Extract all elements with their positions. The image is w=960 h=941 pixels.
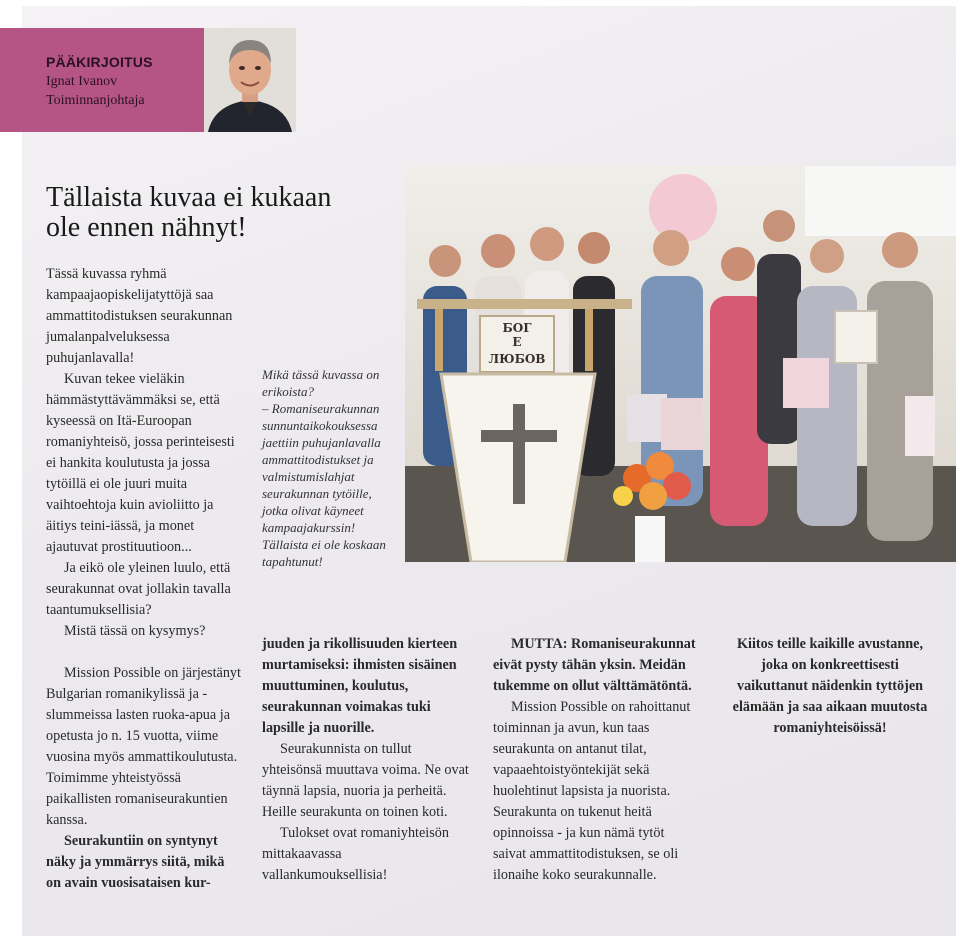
paragraph-subquestion: Mistä tässä on kysymys?: [64, 623, 206, 639]
headline: [46, 183, 376, 243]
paragraph-funding: Mission Possible on rahoittanut toiminnan ja avun, kun taas seurakunta on antanut tilat, vapaaehtoistyöntekijät sekä huolehtinut lapsista ja nuorista. Seurakunta on tukenut heitä opinnoissa - ja kun nämä tytöt saivat ammattitodistuksen, se oli ilonaihe koko seurakunnalle.: [493, 699, 691, 883]
section-label: PÄÄKIRJOITUS: [46, 54, 153, 70]
paragraph-but: MUTTA: Romaniseurakunnat eivät pysty tähän yksin. Meidän tukemme on ollut välttämätöntä.: [493, 636, 696, 694]
author-title: Toiminnanjohtaja: [46, 93, 145, 108]
author-name: Ignat Ivanov: [46, 74, 118, 89]
author-portrait: [204, 28, 296, 132]
paragraph-key-factors: juuden ja rikollisuuden kierteen murtamiseksi: ihmisten sisäinen muuttuminen, koulutus, seurakunnan voimakas tuki lapsille ja nuorille.: [262, 636, 458, 736]
headline-line-2: ole ennen nähnyt!: [46, 211, 247, 243]
paragraph-thanks: Kiitos teille kaikille avustanne, joka on konkreettisesti vaikuttanut näidenkin tyttöjen elämään ja saa aikaan muutosta romaniyhteisöissä!: [732, 636, 928, 736]
paragraph-question: Ja eikö ole yleinen luulo, että seurakunnat ovat jollakin tavalla taantumuksellisia?: [46, 560, 231, 618]
lectern-text-line-1: БОГ: [502, 321, 532, 335]
paragraph-churches: Seurakunnista on tullut yhteisönsä muuttava voima. Ne ovat täynnä lapsia, nuoria ja perheitä. Heille seurakunta on toinen koti.: [262, 741, 469, 820]
graduation-photo: [405, 166, 956, 562]
article-column-3: [493, 634, 701, 886]
graduation-photo-image: [405, 166, 956, 562]
author-portrait-image: [204, 28, 296, 132]
article-column-2: [262, 634, 470, 886]
paragraph-mission: Mission Possible on järjestänyt Bulgarian romanikylissä ja -slummeissa lasten ruoka-apua ja opetusta jo n. 15 vuotta, viime vuosina myös ammattikoulutusta. Toimimme yhteistyössä paikallisten romaniseurakuntien kanssa.: [46, 665, 241, 828]
lectern-text-line-3: ЛЮБОВ: [488, 352, 546, 366]
caption-answer: – Romaniseurakunnan sunnuntaikokouksessa jaettiin puhujanlavalla ammattitodistukset ja valmistumislahjat seurakunnan tytöille, jotka olivat käyneet kampaajakurssin! Tällaista ei ole koskaan tapahtunut!: [262, 401, 386, 569]
paragraph-vision: Seurakuntiin on syntynyt näky ja ymmärrys siitä, mikä on avain vuosisataisen kur-: [46, 833, 225, 891]
photo-caption: [262, 366, 400, 570]
paragraph-context: Kuvan tekee vieläkin hämmästyttävämmäksi se, että kyseessä on Itä-Euroopan romaniyhteisö, jossa perinteisesti ei hankita koulutusta ja jossa tytöillä ei ole juuri muita vaihtoehtoja kuin avioliitto ja äitiys teini-iässä, ja monet ajautuvat prostituutioon...: [46, 371, 235, 555]
lectern-text-line-2: Е: [512, 335, 522, 349]
caption-question: Mikä tässä kuvassa on erikoista?: [262, 367, 380, 399]
paragraph-intro: Tässä kuvassa ryhmä kampaajaopiskelijatyttöjä saa ammattitodistuksen seurakunnan jumalanpalveluksessa puhujanlavalla!: [46, 266, 233, 366]
paragraph-results: Tulokset ovat romaniyhteisön mittakaavassa vallankumouksellisia!: [262, 825, 449, 883]
headline-line-1: Tällaista kuvaa ei kukaan: [46, 181, 332, 213]
article-column-4: [724, 634, 936, 739]
article-column-1: [46, 264, 242, 894]
